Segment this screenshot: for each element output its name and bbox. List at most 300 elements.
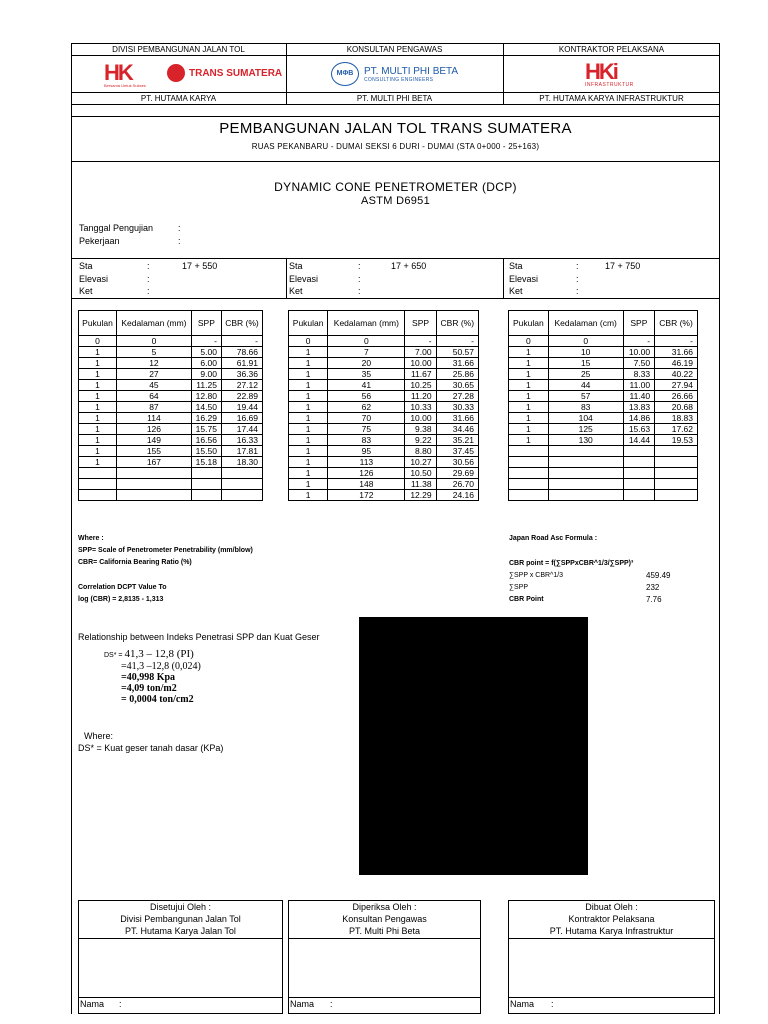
ds-formula-prefix: DS* = bbox=[104, 652, 123, 659]
table-cell: 50.57 bbox=[436, 347, 478, 358]
table-cell bbox=[117, 479, 192, 490]
table-cell: 78.66 bbox=[221, 347, 262, 358]
table-cell: 11.20 bbox=[405, 391, 436, 402]
header-col1-name: PT. HUTAMA KARYA bbox=[140, 94, 217, 103]
table-cell: 1 bbox=[509, 413, 549, 424]
japan-formula-title: Japan Road Asc Formula : bbox=[509, 535, 598, 542]
table-cell: 1 bbox=[79, 435, 117, 446]
signature-approved-header bbox=[78, 901, 283, 937]
table-cell: 11.25 bbox=[191, 380, 221, 391]
table-header-row bbox=[509, 311, 698, 336]
table-header-row bbox=[289, 311, 479, 336]
signature-checked-h1: Diperiksa Oleh : bbox=[352, 902, 417, 912]
table-row bbox=[79, 424, 263, 435]
signature-made-h1: Dibuat Oleh : bbox=[585, 902, 638, 912]
table-cell: 34.46 bbox=[436, 424, 478, 435]
table-cell: 1 bbox=[79, 369, 117, 380]
table-cell bbox=[623, 446, 654, 457]
table-cell: 83 bbox=[548, 402, 623, 413]
table-cell: 10.50 bbox=[405, 468, 436, 479]
sta2-colon: : bbox=[358, 261, 361, 271]
table-cell bbox=[79, 479, 117, 490]
header-col2-name: PT. MULTI PHI BETA bbox=[356, 94, 433, 103]
table-cell: 1 bbox=[289, 402, 328, 413]
table-cell: - bbox=[623, 336, 654, 347]
signature-checked-h3: PT. Multi Phi Beta bbox=[348, 926, 421, 936]
table-row bbox=[509, 424, 698, 435]
table-cell bbox=[79, 490, 117, 501]
project-subtitle: RUAS PEKANBARU - DUMAI SEKSI 6 DURI - DUMAI (STA 0+000 - 25+163) bbox=[251, 142, 540, 151]
table-cell: 31.66 bbox=[436, 413, 478, 424]
table-cell bbox=[117, 468, 192, 479]
table-cell: 31.66 bbox=[655, 347, 698, 358]
table-cell: 1 bbox=[289, 468, 328, 479]
table-cell: 14.86 bbox=[623, 413, 654, 424]
sum-spp-cbr-value: 459.49 bbox=[646, 571, 671, 580]
table-row bbox=[79, 446, 263, 457]
mpb-logo-sub: CONSULTING ENGINEERS bbox=[364, 76, 434, 83]
sta3-value: 17 + 750 bbox=[605, 261, 641, 271]
table-row bbox=[79, 402, 263, 413]
table-cell: 1 bbox=[289, 457, 328, 468]
table-row bbox=[509, 347, 698, 358]
project-title: PEMBANGUNAN JALAN TOL TRANS SUMATERA bbox=[219, 120, 572, 137]
table-row bbox=[289, 468, 479, 479]
table-row bbox=[79, 435, 263, 446]
table-row bbox=[79, 468, 263, 479]
table-cell bbox=[623, 479, 654, 490]
table-cell: 25.86 bbox=[436, 369, 478, 380]
table-cell: 15.50 bbox=[191, 446, 221, 457]
hki-logo bbox=[585, 59, 634, 88]
column-header: Kedalaman (cm) bbox=[548, 311, 623, 336]
header-col3-title: KONTRAKTOR PELAKSANA bbox=[558, 45, 665, 54]
table-cell: 17.44 bbox=[221, 424, 262, 435]
signature-approved-nama: Nama bbox=[80, 999, 105, 1009]
table-cell: 0 bbox=[328, 336, 405, 347]
table-row bbox=[289, 490, 479, 501]
table-row bbox=[509, 490, 698, 501]
table-cell: 1 bbox=[509, 347, 549, 358]
table-row bbox=[79, 336, 263, 347]
table-cell: 41 bbox=[328, 380, 405, 391]
table-cell: 5 bbox=[117, 347, 192, 358]
sta3-ket-label: Ket bbox=[509, 286, 523, 296]
table-cell bbox=[548, 446, 623, 457]
signature-made-nama: Nama bbox=[510, 999, 535, 1009]
table-cell: 20 bbox=[328, 358, 405, 369]
signature-made-header bbox=[508, 901, 715, 937]
ds-formula-line4: =4,09 ton/m2 bbox=[121, 683, 177, 694]
table-cell: 9.22 bbox=[405, 435, 436, 446]
table-row bbox=[509, 479, 698, 490]
table-row bbox=[289, 358, 479, 369]
table-cell bbox=[191, 479, 221, 490]
cbr-point-formula: CBR point = f(∑SPPxCBR^1/3/∑SPP)³ bbox=[509, 560, 634, 567]
sta1-label: Sta bbox=[79, 261, 93, 271]
dcp-table-sta-1 bbox=[78, 310, 263, 501]
sta1-elevasi-colon: : bbox=[147, 274, 150, 284]
table-row bbox=[79, 358, 263, 369]
table-cell bbox=[117, 490, 192, 501]
table-cell: 1 bbox=[509, 435, 549, 446]
table-cell: 27.28 bbox=[436, 391, 478, 402]
ds-formula-line3: =40,998 Kpa bbox=[121, 672, 176, 683]
table-cell bbox=[191, 490, 221, 501]
sta2-elevasi-colon: : bbox=[358, 274, 361, 284]
relationship-where: Where: bbox=[84, 731, 114, 741]
trans-sumatera-emblem-icon bbox=[167, 64, 185, 82]
signature-approved-h2: Divisi Pembangunan Jalan Tol bbox=[120, 914, 241, 924]
table-cell: 125 bbox=[548, 424, 623, 435]
table-cell: 11.00 bbox=[623, 380, 654, 391]
table-cell: 10.27 bbox=[405, 457, 436, 468]
table-cell bbox=[79, 468, 117, 479]
trans-sumatera-logo-text: TRANS SUMATERA bbox=[189, 67, 283, 79]
tanggal-label: Tanggal Pengujian bbox=[79, 223, 154, 233]
table-cell: 10.00 bbox=[405, 358, 436, 369]
hk-logo bbox=[104, 60, 146, 88]
table-row bbox=[79, 380, 263, 391]
table-row bbox=[509, 435, 698, 446]
table-row bbox=[289, 347, 479, 358]
table-cell: 7 bbox=[328, 347, 405, 358]
column-header: CBR (%) bbox=[221, 311, 262, 336]
table-cell bbox=[548, 457, 623, 468]
tanggal-colon: : bbox=[178, 223, 181, 233]
column-header: CBR (%) bbox=[436, 311, 478, 336]
table-cell: 1 bbox=[79, 380, 117, 391]
table-cell bbox=[655, 468, 698, 479]
table-cell: 1 bbox=[289, 358, 328, 369]
table-cell: 104 bbox=[548, 413, 623, 424]
table-cell: 1 bbox=[289, 479, 328, 490]
table-cell: 17.62 bbox=[655, 424, 698, 435]
table-cell: 17.81 bbox=[221, 446, 262, 457]
sta2-elevasi-label: Elevasi bbox=[289, 274, 319, 284]
table-cell: 29.69 bbox=[436, 468, 478, 479]
hk-logo-tagline: Bersama Untuk Sukses bbox=[104, 83, 146, 88]
table-cell: 6.00 bbox=[191, 358, 221, 369]
table-cell: 10 bbox=[548, 347, 623, 358]
table-cell: 1 bbox=[79, 413, 117, 424]
table-cell: 10.00 bbox=[623, 347, 654, 358]
pekerjaan-label: Pekerjaan bbox=[79, 236, 120, 246]
table-cell: 148 bbox=[328, 479, 405, 490]
table-cell: 62 bbox=[328, 402, 405, 413]
table-cell: 1 bbox=[79, 347, 117, 358]
table-cell: 1 bbox=[509, 424, 549, 435]
hk-logo-text: HK bbox=[104, 60, 132, 85]
table-cell: 22.89 bbox=[221, 391, 262, 402]
table-cell: 16.29 bbox=[191, 413, 221, 424]
table-row bbox=[289, 479, 479, 490]
table-row bbox=[289, 402, 479, 413]
table-cell: 114 bbox=[117, 413, 192, 424]
table-row bbox=[289, 413, 479, 424]
table-cell bbox=[655, 457, 698, 468]
table-cell bbox=[221, 479, 262, 490]
table-cell: 0 bbox=[509, 336, 549, 347]
table-cell: 15 bbox=[548, 358, 623, 369]
table-cell bbox=[509, 479, 549, 490]
table-cell: 12 bbox=[117, 358, 192, 369]
signature-approved-h1: Disetujui Oleh : bbox=[149, 902, 212, 912]
hki-logo-sub: INFRASTRUKTUR bbox=[585, 82, 634, 88]
table-cell: 172 bbox=[328, 490, 405, 501]
table-cell: 1 bbox=[289, 424, 328, 435]
table-cell: 11.40 bbox=[623, 391, 654, 402]
table-row bbox=[79, 369, 263, 380]
table-cell: 0 bbox=[289, 336, 328, 347]
pekerjaan-colon: : bbox=[178, 236, 181, 246]
table-cell: 10.00 bbox=[405, 413, 436, 424]
table-row bbox=[509, 402, 698, 413]
mpb-logo-mark: MΦB bbox=[331, 62, 359, 86]
table-cell: 5.00 bbox=[191, 347, 221, 358]
table-cell: 31.66 bbox=[436, 358, 478, 369]
table-cell: 11.38 bbox=[405, 479, 436, 490]
table-cell: 126 bbox=[328, 468, 405, 479]
table-cell: 1 bbox=[289, 391, 328, 402]
sta1-value: 17 + 550 bbox=[182, 261, 218, 271]
table-cell: 16.56 bbox=[191, 435, 221, 446]
table-cell: 12.80 bbox=[191, 391, 221, 402]
signature-made-h3: PT. Hutama Karya Infrastruktur bbox=[549, 926, 674, 936]
table-cell bbox=[623, 457, 654, 468]
table-cell: 36.36 bbox=[221, 369, 262, 380]
table-cell: 9.00 bbox=[191, 369, 221, 380]
table-cell bbox=[509, 490, 549, 501]
dcp-table-sta-2 bbox=[288, 310, 479, 501]
table-cell: - bbox=[405, 336, 436, 347]
table-cell: 167 bbox=[117, 457, 192, 468]
table-cell: 1 bbox=[289, 347, 328, 358]
table-cell bbox=[548, 479, 623, 490]
table-cell: 56 bbox=[328, 391, 405, 402]
table-cell: 1 bbox=[289, 380, 328, 391]
test-standard: ASTM D6951 bbox=[360, 195, 431, 207]
table-cell: 57 bbox=[548, 391, 623, 402]
sta2-ket-colon: : bbox=[358, 286, 361, 296]
sta3-elevasi-colon: : bbox=[576, 274, 579, 284]
table-row bbox=[509, 457, 698, 468]
sta1-colon: : bbox=[147, 261, 150, 271]
ds-formula-line1 bbox=[104, 649, 194, 660]
column-header: SPP bbox=[405, 311, 436, 336]
sta2-label: Sta bbox=[289, 261, 303, 271]
table-cell: 30.56 bbox=[436, 457, 478, 468]
sta3-elevasi-label: Elevasi bbox=[509, 274, 539, 284]
dark-chart-area bbox=[359, 617, 588, 875]
table-row bbox=[289, 369, 479, 380]
table-cell bbox=[509, 446, 549, 457]
table-cell: 1 bbox=[79, 446, 117, 457]
table-cell: 1 bbox=[79, 457, 117, 468]
cbr-point-value: 7.76 bbox=[646, 595, 662, 604]
table-row bbox=[509, 336, 698, 347]
signature-approved-colon: : bbox=[119, 999, 122, 1009]
table-cell: 16.33 bbox=[221, 435, 262, 446]
table-cell: 1 bbox=[289, 369, 328, 380]
table-row bbox=[79, 413, 263, 424]
sum-spp-value: 232 bbox=[646, 583, 660, 592]
table-cell: 37.45 bbox=[436, 446, 478, 457]
table-row bbox=[509, 446, 698, 457]
dcp-table-sta-3 bbox=[508, 310, 698, 501]
table-cell: 75 bbox=[328, 424, 405, 435]
table-row bbox=[79, 490, 263, 501]
column-header: Kedalaman (mm) bbox=[117, 311, 192, 336]
table-cell: 126 bbox=[117, 424, 192, 435]
table-cell: 30.33 bbox=[436, 402, 478, 413]
correlation-formula: log (CBR) = 2,8135 - 1,313 bbox=[78, 596, 164, 603]
sum-spp-label: ∑SPP bbox=[509, 584, 528, 591]
cbr-definition: CBR= California Bearing Ratio (%) bbox=[78, 559, 192, 566]
column-header: Pukulan bbox=[289, 311, 328, 336]
table-cell: 130 bbox=[548, 435, 623, 446]
signature-checked-colon: : bbox=[330, 999, 333, 1009]
table-cell: 15.63 bbox=[623, 424, 654, 435]
table-row bbox=[289, 380, 479, 391]
table-cell: 44 bbox=[548, 380, 623, 391]
correlation-title: Correlation DCPT Value To bbox=[78, 584, 167, 591]
table-cell: 61.91 bbox=[221, 358, 262, 369]
sta2-value: 17 + 650 bbox=[391, 261, 427, 271]
cbr-point-label: CBR Point bbox=[509, 596, 544, 603]
table-cell: 46.19 bbox=[655, 358, 698, 369]
table-cell: 19.53 bbox=[655, 435, 698, 446]
signature-made-h2: Kontraktor Pelaksana bbox=[568, 914, 655, 924]
table-row bbox=[509, 358, 698, 369]
table-cell: 18.83 bbox=[655, 413, 698, 424]
sta1-elevasi-label: Elevasi bbox=[79, 274, 109, 284]
table-row bbox=[79, 347, 263, 358]
table-cell: 11.67 bbox=[405, 369, 436, 380]
table-row bbox=[289, 336, 479, 347]
table-header-row bbox=[79, 311, 263, 336]
table-cell: 87 bbox=[117, 402, 192, 413]
table-cell: 25 bbox=[548, 369, 623, 380]
column-header: SPP bbox=[191, 311, 221, 336]
mpb-logo-text: PT. MULTI PHI BETA bbox=[364, 65, 459, 77]
table-cell: 149 bbox=[117, 435, 192, 446]
table-cell bbox=[221, 468, 262, 479]
table-cell: 15.18 bbox=[191, 457, 221, 468]
table-cell: 19.44 bbox=[221, 402, 262, 413]
signature-checked-header bbox=[288, 901, 481, 937]
table-cell: 10.33 bbox=[405, 402, 436, 413]
table-cell: 14.44 bbox=[623, 435, 654, 446]
table-row bbox=[289, 424, 479, 435]
table-cell: 0 bbox=[79, 336, 117, 347]
table-cell bbox=[623, 468, 654, 479]
table-row bbox=[289, 435, 479, 446]
table-cell: 1 bbox=[289, 435, 328, 446]
table-cell: 83 bbox=[328, 435, 405, 446]
sta3-colon: : bbox=[576, 261, 579, 271]
column-header: Pukulan bbox=[79, 311, 117, 336]
table-cell: 1 bbox=[79, 402, 117, 413]
header-col1-title: DIVISI PEMBANGUNAN JALAN TOL bbox=[112, 45, 245, 54]
table-cell: 1 bbox=[509, 358, 549, 369]
table-cell: 1 bbox=[79, 391, 117, 402]
table-cell: 1 bbox=[509, 402, 549, 413]
table-cell: 27.94 bbox=[655, 380, 698, 391]
table-cell bbox=[509, 457, 549, 468]
table-cell: 14.50 bbox=[191, 402, 221, 413]
table-row bbox=[509, 380, 698, 391]
test-title: DYNAMIC CONE PENETROMETER (DCP) bbox=[274, 180, 517, 194]
signature-made-colon: : bbox=[551, 999, 554, 1009]
column-header: CBR (%) bbox=[655, 311, 698, 336]
table-row bbox=[79, 457, 263, 468]
sta3-label: Sta bbox=[509, 261, 523, 271]
table-row bbox=[79, 391, 263, 402]
table-row bbox=[509, 391, 698, 402]
table-cell bbox=[655, 479, 698, 490]
table-cell: - bbox=[221, 336, 262, 347]
table-cell: 13.83 bbox=[623, 402, 654, 413]
table-cell: 35.21 bbox=[436, 435, 478, 446]
table-row bbox=[289, 457, 479, 468]
sum-spp-cbr-label: ∑SPP x CBR^1/3 bbox=[509, 572, 564, 579]
table-cell bbox=[655, 490, 698, 501]
notes-where: Where : bbox=[78, 535, 104, 542]
ds-definition: DS* = Kuat geser tanah dasar (KPa) bbox=[78, 743, 224, 753]
table-cell: 70 bbox=[328, 413, 405, 424]
table-cell: 9.38 bbox=[405, 424, 436, 435]
table-cell: 30.65 bbox=[436, 380, 478, 391]
table-row bbox=[289, 391, 479, 402]
table-cell: 40.22 bbox=[655, 369, 698, 380]
sta1-ket-label: Ket bbox=[79, 286, 93, 296]
table-cell bbox=[221, 490, 262, 501]
table-cell: 26.70 bbox=[436, 479, 478, 490]
table-cell: 35 bbox=[328, 369, 405, 380]
table-cell: 27 bbox=[117, 369, 192, 380]
table-cell: 10.25 bbox=[405, 380, 436, 391]
trans-sumatera-logo bbox=[167, 64, 282, 82]
signature-approved-h3: PT. Hutama Karya Jalan Tol bbox=[125, 926, 236, 936]
column-header: Pukulan bbox=[509, 311, 549, 336]
sta2-ket-label: Ket bbox=[289, 286, 303, 296]
column-header: SPP bbox=[623, 311, 654, 336]
table-row bbox=[509, 468, 698, 479]
table-cell: 7.50 bbox=[623, 358, 654, 369]
table-cell bbox=[623, 490, 654, 501]
ds-formula-line2: =41,3 –12,8 (0,024) bbox=[121, 661, 201, 672]
table-row bbox=[79, 479, 263, 490]
hki-logo-text: HKi bbox=[585, 59, 617, 84]
spp-definition: SPP= Scale of Penetrometer Penetrability (mm/blow) bbox=[78, 547, 253, 554]
table-cell: 24.16 bbox=[436, 490, 478, 501]
table-cell bbox=[548, 490, 623, 501]
table-cell: 95 bbox=[328, 446, 405, 457]
table-cell: 1 bbox=[79, 358, 117, 369]
table-cell: 1 bbox=[509, 380, 549, 391]
table-cell: 8.33 bbox=[623, 369, 654, 380]
table-cell: 1 bbox=[79, 424, 117, 435]
table-row bbox=[509, 369, 698, 380]
table-cell: 45 bbox=[117, 380, 192, 391]
table-cell: 1 bbox=[289, 413, 328, 424]
table-cell: 20.68 bbox=[655, 402, 698, 413]
header-col3-name: PT. HUTAMA KARYA INFRASTRUKTUR bbox=[539, 94, 684, 103]
mpb-logo bbox=[331, 62, 458, 86]
table-cell: 15.75 bbox=[191, 424, 221, 435]
table-cell: 155 bbox=[117, 446, 192, 457]
